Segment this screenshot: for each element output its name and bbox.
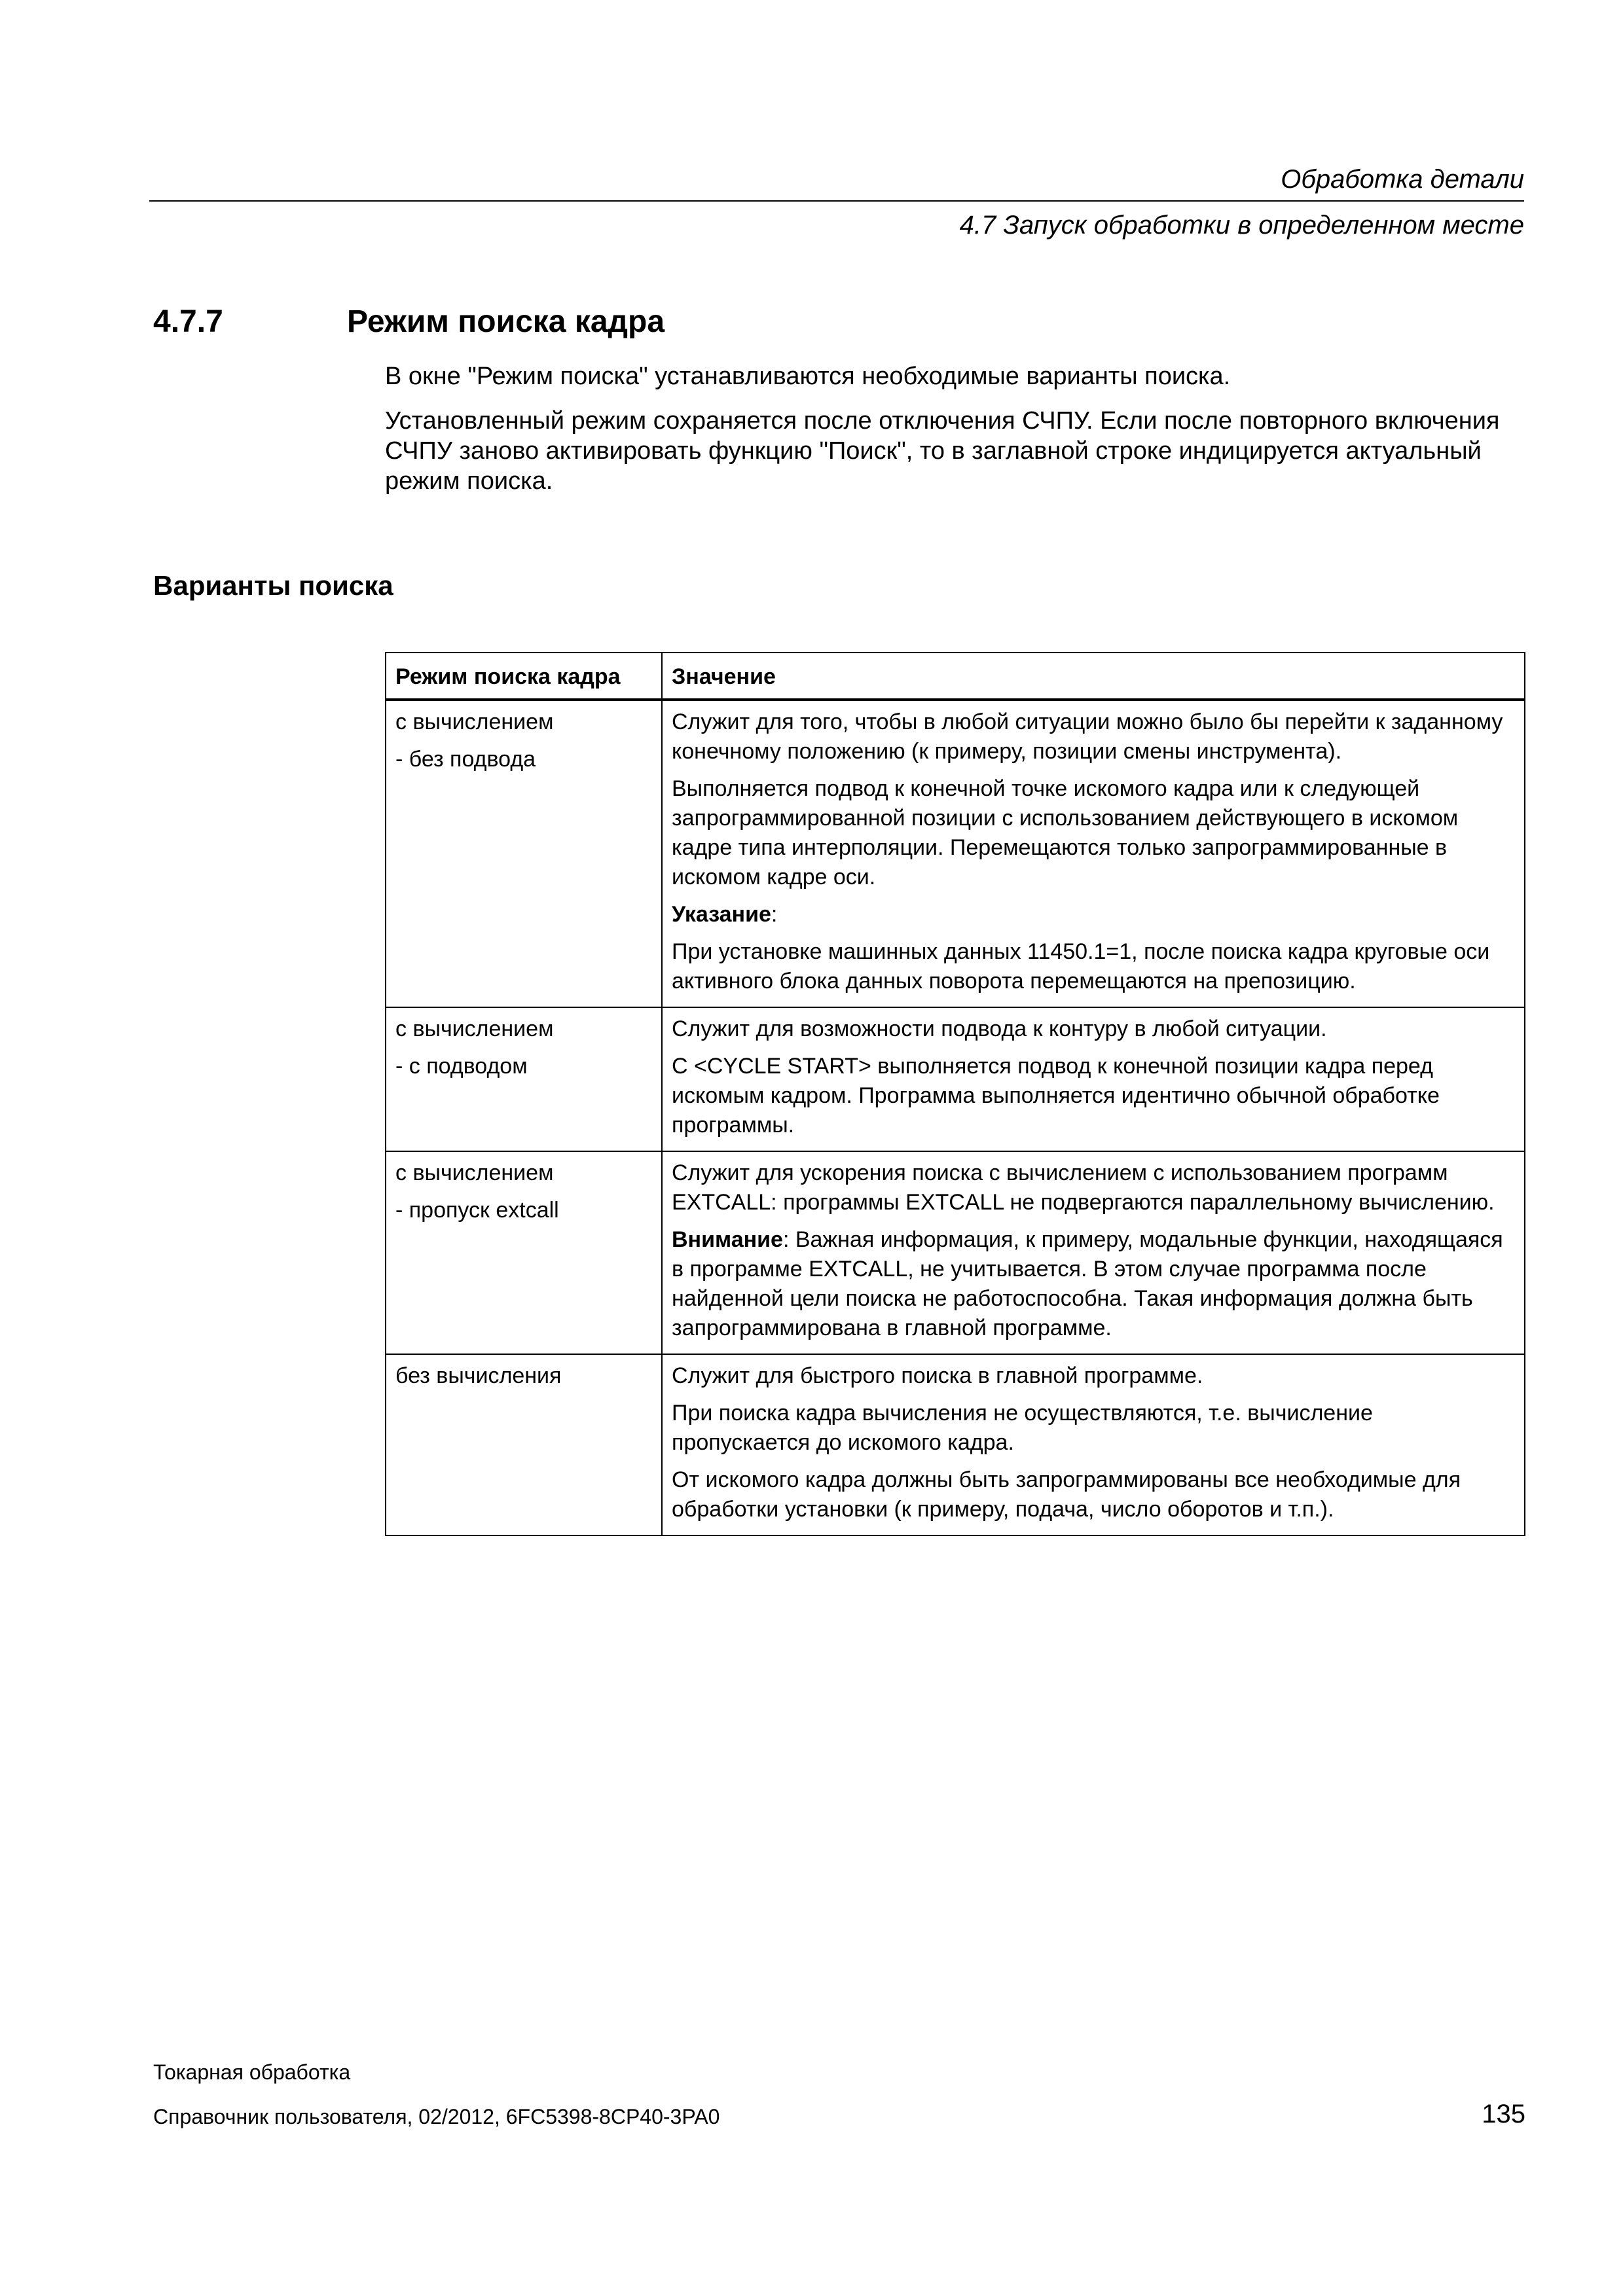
note-heading bbox=[672, 900, 1515, 929]
mode-name: с вычислением bbox=[395, 709, 554, 734]
intro-paragraph-2: Установленный режим сохраняется после отключения СЧПУ. Если после повторного включения СЧПУ заново активировать функцию "Поиск", то в заглавной строке индицируется актуальный режим поиска. bbox=[385, 407, 1500, 495]
meaning-paragraph: От искомого кадра должны быть запрограммированы все необходимые для обработки установки (к примеру, подача, число оборотов и т.п.). bbox=[672, 1467, 1461, 1522]
section-title: Режим поиска кадра bbox=[347, 304, 665, 339]
mode-name: с вычислением bbox=[395, 1160, 554, 1185]
meaning-cell bbox=[662, 1354, 1525, 1535]
mode-variant: - пропуск extcall bbox=[395, 1198, 559, 1223]
warning-paragraph bbox=[672, 1225, 1515, 1343]
footer-edition: Справочник пользователя, 02/2012, 6FC5398-8CP40-3PA0 bbox=[153, 2105, 720, 2128]
mode-cell bbox=[386, 1151, 662, 1354]
search-modes-table bbox=[385, 652, 1525, 1536]
running-header-section: 4.7 Запуск обработки в определенном месте bbox=[959, 211, 1524, 240]
column-header-meaning: Значение bbox=[662, 653, 1525, 700]
meaning-paragraph: Служит для того, чтобы в любой ситуации можно было бы перейти к заданному конечному положению (к примеру, позиции смены инструмента). bbox=[672, 709, 1503, 764]
mode-name: без вычисления bbox=[395, 1363, 562, 1388]
table-header-row bbox=[386, 653, 1525, 700]
intro-paragraph-1: В окне "Режим поиска" устанавливаются необходимые варианты поиска. bbox=[385, 363, 1231, 390]
meaning-paragraph: При установке машинных данных 11450.1=1, после поиска кадра круговые оси активного блока данных поворота перемещаются на препозицию. bbox=[672, 939, 1490, 994]
table-row bbox=[386, 700, 1525, 1007]
page-number: 135 bbox=[1482, 2100, 1525, 2128]
running-header-chapter: Обработка детали bbox=[149, 162, 1524, 202]
subheading-search-variants: Варианты поиска bbox=[153, 570, 393, 601]
footer-edition-line bbox=[153, 2100, 1525, 2130]
note-colon: : bbox=[771, 902, 778, 927]
table-row bbox=[386, 1007, 1525, 1151]
page-footer bbox=[153, 2059, 1525, 2130]
section-number: 4.7.7 bbox=[153, 304, 223, 339]
footer-book-title: Токарная обработка bbox=[153, 2060, 351, 2084]
column-header-mode: Режим поиска кадра bbox=[386, 653, 662, 700]
warning-text: : Важная информация, к примеру, модальные функции, находящаяся в программе EXTCALL, не учитывается. В этом случае программа после найденной цели поиска не работоспособна. Такая информация должна быть запрограммирована в главной программе. bbox=[672, 1227, 1503, 1340]
meaning-paragraph: Выполняется подвод к конечной точке искомого кадра или к следующей запрограммированной позиции с использованием действующего в искомом кадре типа интерполяции. Перемещаются только запрограммированные в искомом кадре оси. bbox=[672, 776, 1459, 889]
meaning-paragraph: Служит для ускорения поиска с вычислением с использованием программ EXTCALL: программы EXTCALL не подвергаются параллельному вычислению. bbox=[672, 1160, 1495, 1215]
warning-label: Внимание bbox=[672, 1227, 783, 1252]
running-header bbox=[149, 162, 1524, 242]
table-row bbox=[386, 1354, 1525, 1535]
meaning-paragraph: При поиска кадра вычисления не осуществляются, т.е. вычисление пропускается до искомого кадра. bbox=[672, 1401, 1373, 1455]
meaning-cell bbox=[662, 1151, 1525, 1354]
mode-variant: - без подвода bbox=[395, 747, 536, 772]
meaning-cell bbox=[662, 1007, 1525, 1151]
mode-variant: - с подводом bbox=[395, 1054, 528, 1079]
mode-cell bbox=[386, 1007, 662, 1151]
meaning-paragraph: Служит для быстрого поиска в главной программе. bbox=[672, 1363, 1203, 1388]
meaning-paragraph: С <CYCLE START> выполняется подвод к конечной позиции кадра перед искомым кадром. Программа выполняется идентично обычной обработке программы. bbox=[672, 1054, 1440, 1138]
note-label: Указание bbox=[672, 902, 771, 927]
meaning-paragraph: Служит для возможности подвода к контуру в любой ситуации. bbox=[672, 1016, 1327, 1041]
table-row bbox=[386, 1151, 1525, 1354]
mode-name: с вычислением bbox=[395, 1016, 554, 1041]
section-heading bbox=[153, 302, 665, 342]
mode-cell bbox=[386, 1354, 662, 1535]
mode-cell bbox=[386, 700, 662, 1007]
intro-text bbox=[385, 361, 1524, 511]
meaning-cell bbox=[662, 700, 1525, 1007]
